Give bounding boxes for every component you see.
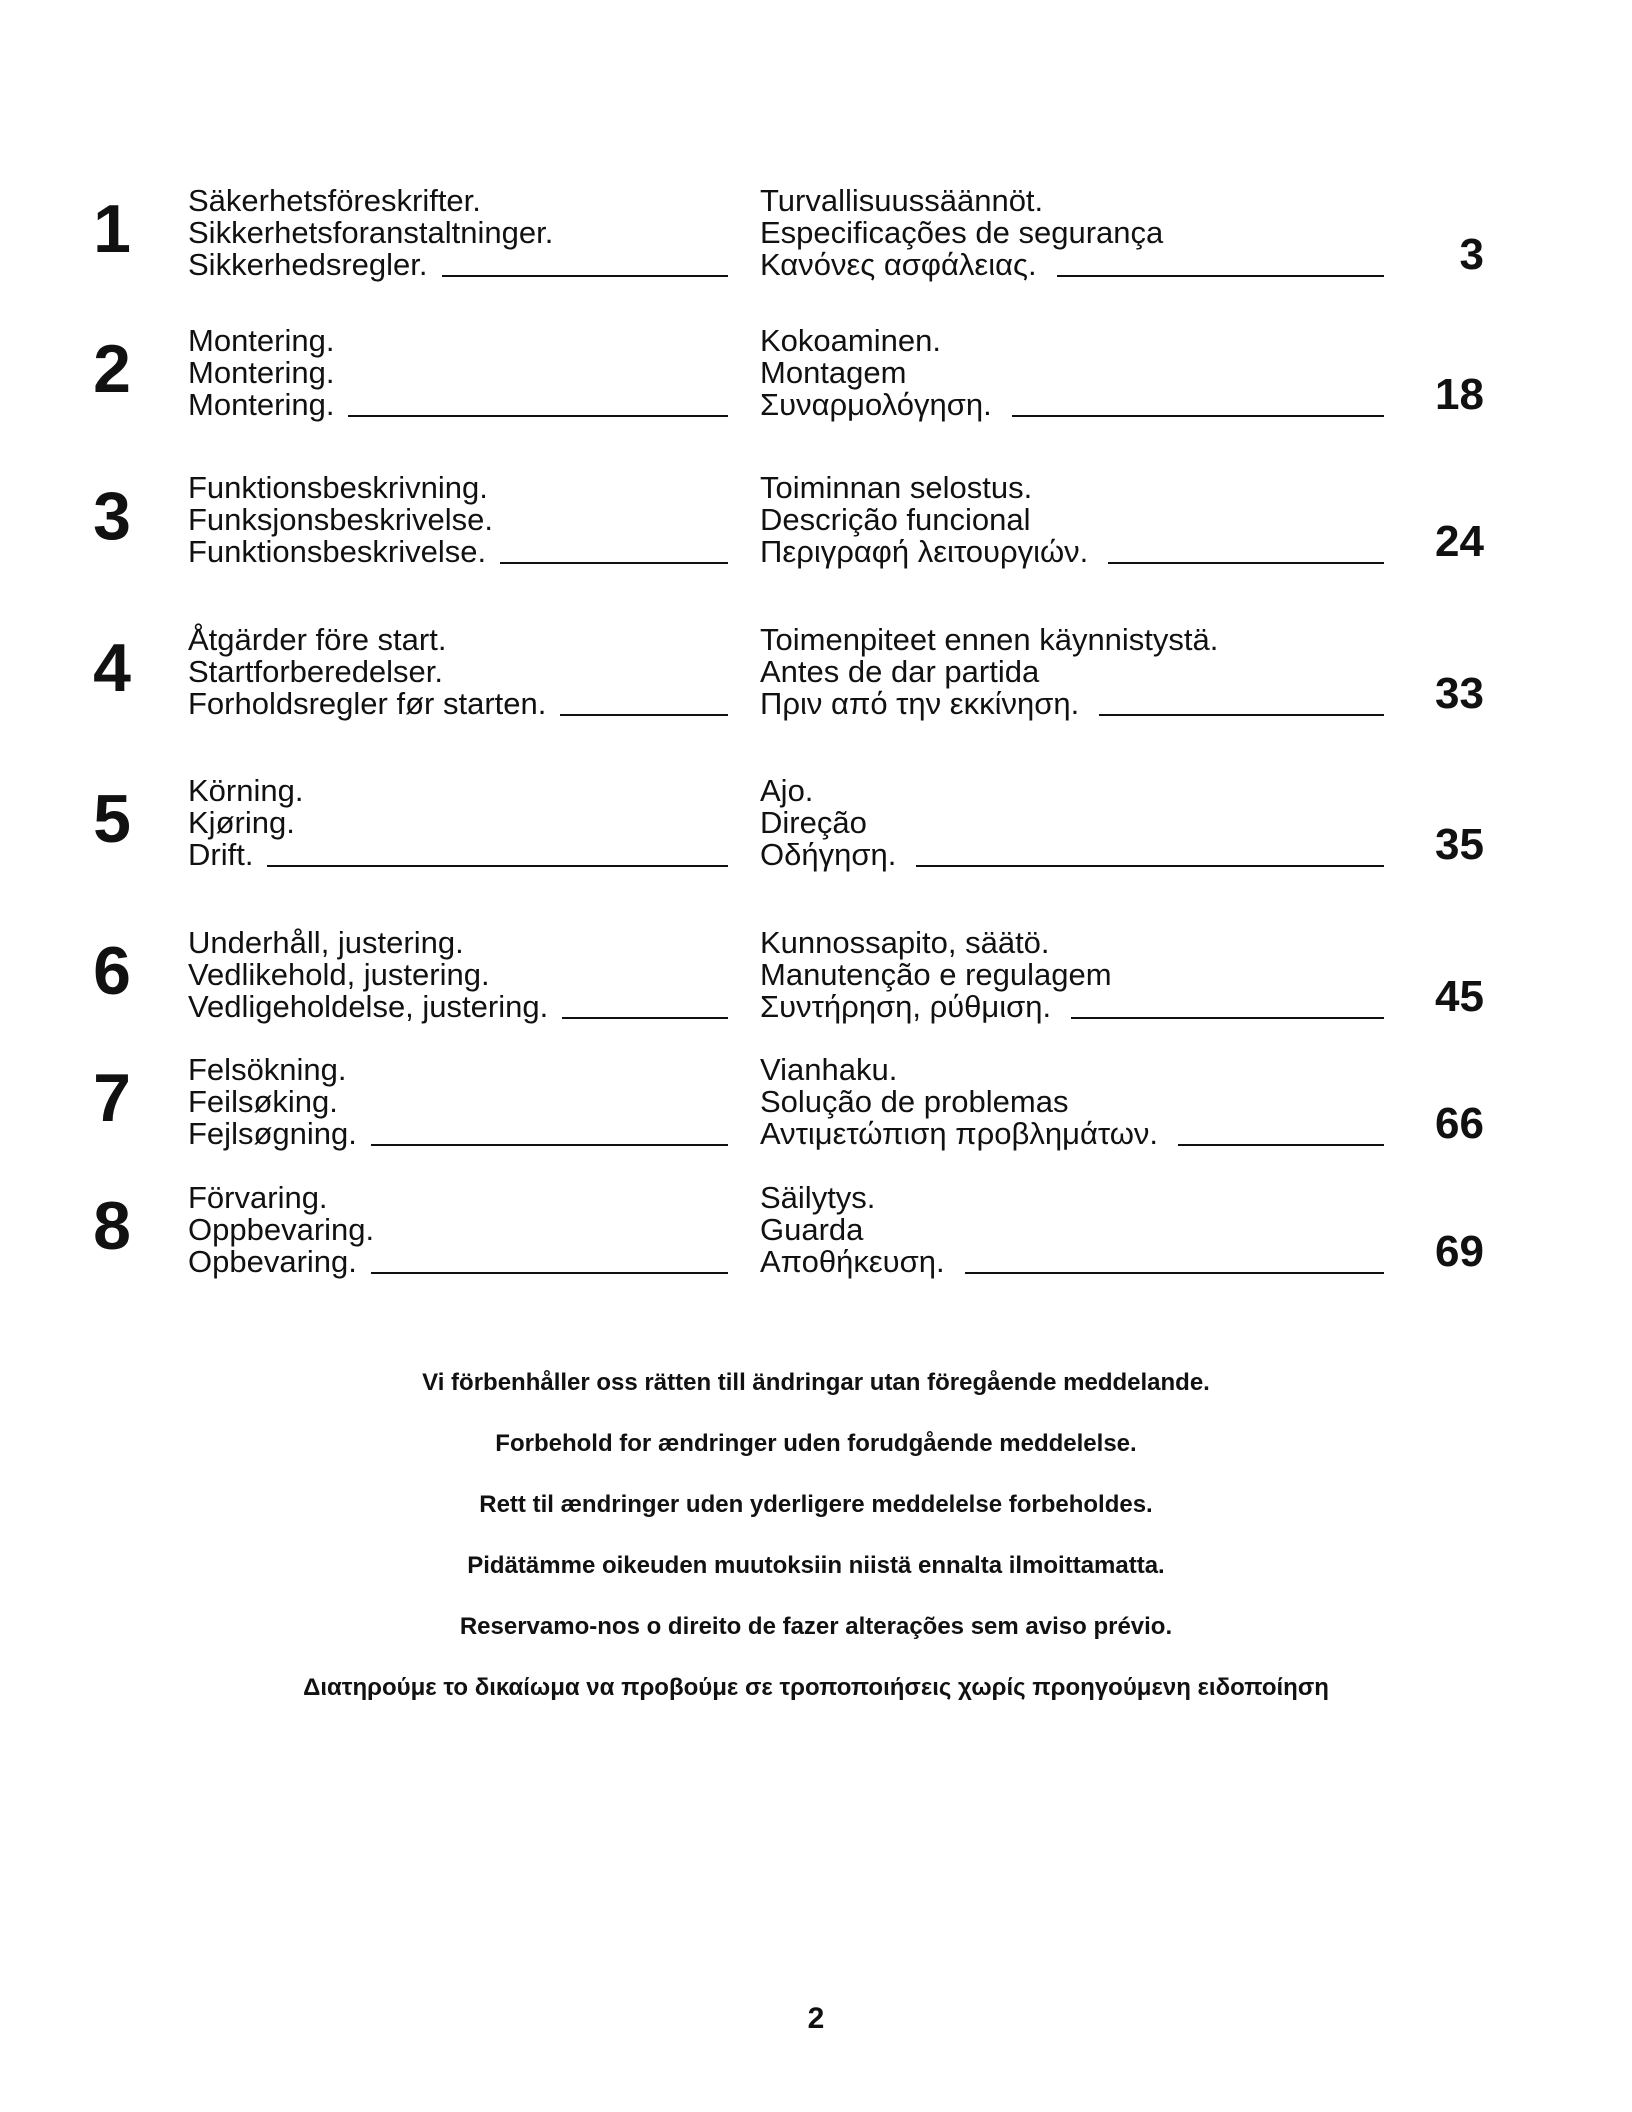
section-number: 3 bbox=[93, 478, 131, 554]
heading-left: Feilsøking. bbox=[188, 1084, 338, 1119]
heading-left: Felsökning. bbox=[188, 1052, 347, 1087]
leader-left bbox=[562, 1017, 728, 1019]
heading-right: Antes de dar partida bbox=[760, 654, 1040, 689]
heading-left: Drift. bbox=[188, 837, 254, 872]
heading-right: Especificações de segurança bbox=[760, 215, 1164, 250]
heading-left: Säkerhetsföreskrifter. bbox=[188, 183, 481, 218]
heading-right: Descrição funcional bbox=[760, 502, 1031, 537]
heading-left: Underhåll, justering. bbox=[188, 925, 464, 960]
heading-right: Toimenpiteet ennen käynnistystä. bbox=[760, 622, 1219, 657]
section-number: 1 bbox=[93, 191, 131, 267]
section-page-number: 3 bbox=[1459, 230, 1484, 279]
toc-section bbox=[0, 925, 1632, 1043]
heading-right: Manutenção e regulagem bbox=[760, 957, 1112, 992]
page-number: 2 bbox=[807, 2002, 825, 2035]
heading-left: Funksjonsbeskrivelse. bbox=[188, 502, 493, 537]
section-number: 4 bbox=[93, 630, 131, 706]
leader-right bbox=[1099, 714, 1384, 716]
heading-right: Συντήρηση, ρύθμιση. bbox=[760, 989, 1052, 1024]
heading-right: Guarda bbox=[760, 1212, 864, 1247]
heading-left: Montering. bbox=[188, 323, 335, 358]
heading-left: Vedlikehold, justering. bbox=[188, 957, 490, 992]
section-page-number: 35 bbox=[1435, 820, 1484, 869]
leader-left bbox=[371, 1272, 728, 1274]
toc-section bbox=[0, 470, 1632, 588]
heading-left: Oppbevaring. bbox=[188, 1212, 375, 1247]
heading-right: Κανόνες ασφάλειας. bbox=[760, 247, 1037, 282]
heading-left: Funktionsbeskrivning. bbox=[188, 470, 488, 505]
section-page-number: 18 bbox=[1435, 370, 1484, 419]
section-page-number: 66 bbox=[1435, 1099, 1484, 1148]
section-page-number: 45 bbox=[1435, 972, 1484, 1021]
heading-right: Turvallisuussäännöt. bbox=[760, 183, 1044, 218]
section-number: 2 bbox=[93, 331, 131, 407]
leader-left bbox=[442, 275, 728, 277]
heading-right: Toiminnan selostus. bbox=[760, 470, 1033, 505]
notice-line: Vi förbenhåller oss rätten till ändringar utan föregående meddelande. bbox=[422, 1369, 1210, 1396]
section-number: 6 bbox=[93, 933, 131, 1009]
heading-right: Ajo. bbox=[760, 773, 814, 808]
notice-line: Reservamo-nos o direito de fazer alterações sem aviso prévio. bbox=[459, 1613, 1173, 1640]
leader-left bbox=[348, 415, 728, 417]
heading-left: Vedligeholdelse, justering. bbox=[188, 989, 549, 1024]
heading-right: Αποθήκευση. bbox=[760, 1244, 945, 1279]
section-page-number: 69 bbox=[1435, 1227, 1484, 1276]
leader-right bbox=[1057, 275, 1384, 277]
heading-left: Förvaring. bbox=[188, 1180, 328, 1215]
notice-line: Διατηρούμε το δικαίωμα να προβούμε σε τροποποιήσεις χωρίς προηγούμενη ειδοποίηση bbox=[303, 1674, 1329, 1701]
heading-right: Αντιμετώπιση προβλημάτων. bbox=[760, 1116, 1159, 1151]
heading-right: Direção bbox=[760, 805, 867, 840]
leader-right bbox=[965, 1272, 1384, 1274]
leader-right bbox=[1178, 1144, 1384, 1146]
heading-right: Vianhaku. bbox=[760, 1052, 898, 1087]
leader-left bbox=[267, 865, 728, 867]
heading-left: Forholdsregler før starten. bbox=[188, 686, 547, 721]
heading-left: Funktionsbeskrivelse. bbox=[188, 534, 487, 569]
notice-line: Forbehold for ændringer uden forudgående meddelelse. bbox=[495, 1430, 1137, 1457]
toc-section bbox=[0, 323, 1632, 441]
section-number: 8 bbox=[93, 1188, 131, 1264]
heading-left: Opbevaring. bbox=[188, 1244, 357, 1279]
heading-right: Montagem bbox=[760, 355, 907, 390]
toc-section bbox=[0, 183, 1632, 301]
heading-left: Sikkerhetsforanstaltninger. bbox=[188, 215, 554, 250]
heading-right: Solução de problemas bbox=[760, 1084, 1069, 1119]
heading-right: Οδήγηση. bbox=[760, 837, 897, 872]
notice-line: Pidätämme oikeuden muutoksiin niistä ennalta ilmoittamatta. bbox=[467, 1552, 1165, 1579]
leader-left bbox=[560, 714, 728, 716]
heading-right: Kokoaminen. bbox=[760, 323, 941, 358]
section-number: 7 bbox=[93, 1060, 131, 1136]
section-page-number: 24 bbox=[1435, 517, 1484, 566]
heading-left: Kjøring. bbox=[188, 805, 295, 840]
heading-right: Πριν από την εκκίνηση. bbox=[760, 686, 1080, 721]
heading-right: Περιγραφή λειτουργιών. bbox=[760, 534, 1089, 569]
heading-left: Sikkerhedsregler. bbox=[188, 247, 428, 282]
heading-left: Startforberedelser. bbox=[188, 654, 444, 689]
toc-section bbox=[0, 622, 1632, 740]
heading-left: Montering. bbox=[188, 387, 335, 422]
heading-right: Συναρμολόγηση. bbox=[760, 387, 992, 422]
heading-left: Montering. bbox=[188, 355, 335, 390]
heading-left: Fejlsøgning. bbox=[188, 1116, 357, 1151]
leader-right bbox=[1012, 415, 1384, 417]
notice-line: Rett til ændringer uden yderligere meddelelse forbeholdes. bbox=[479, 1491, 1153, 1518]
toc-section bbox=[0, 1180, 1632, 1298]
leader-left bbox=[371, 1144, 728, 1146]
toc-section bbox=[0, 773, 1632, 891]
leader-right bbox=[1108, 562, 1384, 564]
heading-right: Kunnossapito, säätö. bbox=[760, 925, 1050, 960]
section-page-number: 33 bbox=[1435, 669, 1484, 718]
leader-right bbox=[916, 865, 1384, 867]
heading-left: Körning. bbox=[188, 773, 304, 808]
toc-section bbox=[0, 1052, 1632, 1170]
section-number: 5 bbox=[93, 781, 131, 857]
leader-left bbox=[500, 562, 728, 564]
heading-left: Åtgärder före start. bbox=[188, 622, 447, 657]
heading-right: Säilytys. bbox=[760, 1180, 876, 1215]
notices-block bbox=[0, 1368, 1632, 1734]
leader-right bbox=[1071, 1017, 1384, 1019]
